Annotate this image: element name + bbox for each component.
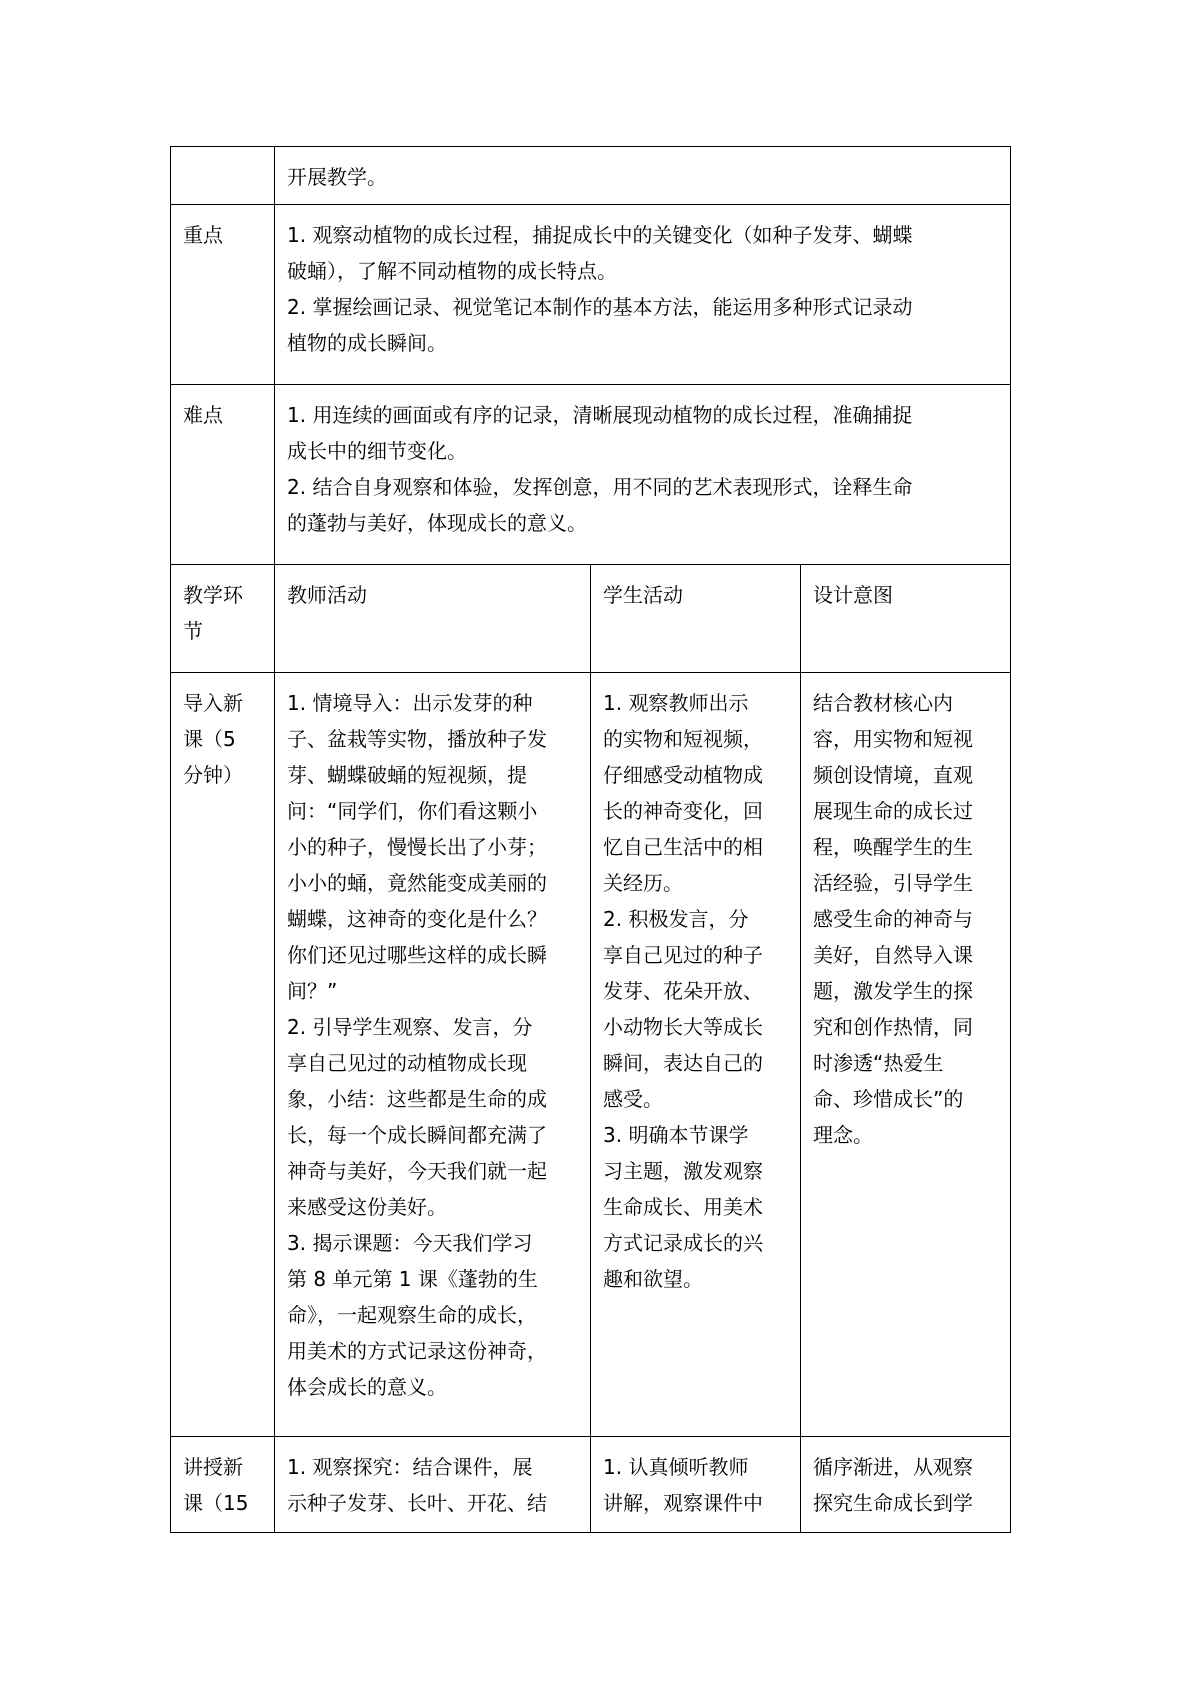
text-line: 讲解，观察课件中: [603, 1491, 763, 1515]
text-line: 探究生命成长到学: [813, 1491, 973, 1515]
text-line: 仔细感受动植物成: [603, 763, 763, 787]
teach-stage: [171, 1437, 275, 1533]
text-line: 生命成长、用美术: [603, 1195, 763, 1219]
text-line: 1. 情境导入：出示发芽的种: [287, 691, 533, 715]
text-line: 神奇与美好，今天我们就一起: [287, 1159, 547, 1183]
text-line: 3. 明确本节课学: [603, 1123, 749, 1147]
text-line: 2. 引导学生观察、发言，分: [287, 1015, 533, 1039]
text-line: 导入新: [183, 691, 243, 715]
teach-teacher: [275, 1437, 591, 1533]
text-line: 分钟）: [183, 763, 243, 787]
text-line: 1. 认真倾听教师: [603, 1455, 749, 1479]
table-row: [171, 205, 1011, 385]
table-row: [171, 1437, 1011, 1533]
text-line: 结合教材核心内: [813, 691, 953, 715]
text-line: 循序渐进，从观察: [813, 1455, 973, 1479]
text-line: 理念。: [813, 1123, 873, 1147]
text-line: 课（15: [183, 1491, 249, 1515]
text-line: 习主题，激发观察: [603, 1159, 763, 1183]
text-line: 间？”: [287, 979, 338, 1003]
text-line: 小动物长大等成长: [603, 1015, 763, 1039]
header-stage: [171, 565, 275, 673]
text-line: 瞬间，表达自己的: [603, 1051, 763, 1075]
intro-stage: [171, 673, 275, 1437]
text-line: 重点: [183, 223, 223, 247]
text-line: 感受生命的神奇与: [813, 907, 973, 931]
text-line: 植物的成长瞬间。: [287, 331, 447, 355]
text-line: 享自己见过的种子: [603, 943, 763, 967]
text-line: 发芽、花朵开放、: [603, 979, 763, 1003]
text-line: 用美术的方式记录这份神奇，: [287, 1339, 547, 1363]
teach-student: [591, 1437, 801, 1533]
text-line: 展现生命的成长过: [813, 799, 973, 823]
text-line: 2. 掌握绘画记录、视觉笔记本制作的基本方法，能运用多种形式记录动: [287, 295, 913, 319]
text-line: 题，激发学生的探: [813, 979, 973, 1003]
text-line: 象，小结：这些都是生命的成: [287, 1087, 547, 1111]
text-line: 1. 用连续的画面或有序的记录，清晰展现动植物的成长过程，准确捕捉: [287, 403, 913, 427]
text-line: 3. 揭示课题：今天我们学习: [287, 1231, 533, 1255]
text-line: 设计意图: [813, 583, 893, 607]
header-student: [591, 565, 801, 673]
text-line: 示种子发芽、长叶、开花、结: [287, 1491, 547, 1515]
text-line: 小小的蛹，竟然能变成美丽的: [287, 871, 547, 895]
text-line: 方式记录成长的兴: [603, 1231, 763, 1255]
text-line: 开展教学。: [287, 165, 387, 189]
text-line: 感受。: [603, 1087, 663, 1111]
text-line: 1. 观察教师出示: [603, 691, 749, 715]
text-line: 频创设情境，直观: [813, 763, 973, 787]
text-line: 小的种子，慢慢长出了小芽；: [287, 835, 547, 859]
text-line: 课（5: [183, 727, 236, 751]
intro-student: [591, 673, 801, 1437]
text-line: 2. 结合自身观察和体验，发挥创意，用不同的艺术表现形式，诠释生命: [287, 475, 913, 499]
text-line: 节: [183, 619, 203, 643]
difficulties-content: [275, 385, 1011, 565]
text-line: 问：“同学们，你们看这颗小: [287, 799, 538, 823]
stage-cell: [171, 147, 275, 205]
text-line: 体会成长的意义。: [287, 1375, 447, 1399]
text-line: 难点: [183, 403, 223, 427]
text-line: 时渗透“热爱生: [813, 1051, 944, 1075]
text-line: 长，每一个成长瞬间都充满了: [287, 1123, 547, 1147]
text-line: 子、盆栽等实物，播放种子发: [287, 727, 547, 751]
text-line: 享自己见过的动植物成长现: [287, 1051, 527, 1075]
text-line: 的实物和短视频，: [603, 727, 763, 751]
teach-design: [801, 1437, 1011, 1533]
intro-teacher: [275, 673, 591, 1437]
header-teacher: [275, 565, 591, 673]
text-line: 1. 观察探究：结合课件，展: [287, 1455, 533, 1479]
text-line: 趣和欲望。: [603, 1267, 703, 1291]
difficulties-label: [171, 385, 275, 565]
text-line: 容，用实物和短视: [813, 727, 973, 751]
text-line: 破蛹），了解不同动植物的成长特点。: [287, 259, 617, 283]
table-row: [171, 147, 1011, 205]
text-line: 第 8 单元第 1 课《蓬勃的生: [287, 1267, 538, 1291]
table-row: [171, 385, 1011, 565]
table-row: [171, 565, 1011, 673]
text-line: 程，唤醒学生的生: [813, 835, 973, 859]
lesson-plan-table: [170, 146, 1011, 1533]
intro-design: [801, 673, 1011, 1437]
text-line: 来感受这份美好。: [287, 1195, 447, 1219]
text-line: 蝴蝶，这神奇的变化是什么？: [287, 907, 547, 931]
text-line: 美好，自然导入课: [813, 943, 973, 967]
table-row: [171, 673, 1011, 1437]
text-line: 长的神奇变化，回: [603, 799, 763, 823]
text-line: 活经验，引导学生: [813, 871, 973, 895]
text-line: 你们还见过哪些这样的成长瞬: [287, 943, 547, 967]
text-line: 2. 积极发言，分: [603, 907, 749, 931]
text-line: 命》，一起观察生命的成长，: [287, 1303, 537, 1327]
header-design: [801, 565, 1011, 673]
text-line: 教学环: [183, 583, 243, 607]
key-points-label: [171, 205, 275, 385]
text-line: 讲授新: [183, 1455, 243, 1479]
text-line: 芽、蝴蝶破蛹的短视频，提: [287, 763, 527, 787]
text-line: 1. 观察动植物的成长过程，捕捉成长中的关键变化（如种子发芽、蝴蝶: [287, 223, 913, 247]
text-line: 教师活动: [287, 583, 367, 607]
text-line: 学生活动: [603, 583, 683, 607]
text-line: 关经历。: [603, 871, 683, 895]
content-cell: [275, 147, 1011, 205]
text-line: 忆自己生活中的相: [603, 835, 763, 859]
text-line: 究和创作热情，同: [813, 1015, 973, 1039]
text-line: 成长中的细节变化。: [287, 439, 467, 463]
text-line: 的蓬勃与美好，体现成长的意义。: [287, 511, 587, 535]
text-line: 命、珍惜成长”的: [813, 1087, 964, 1111]
key-points-content: [275, 205, 1011, 385]
